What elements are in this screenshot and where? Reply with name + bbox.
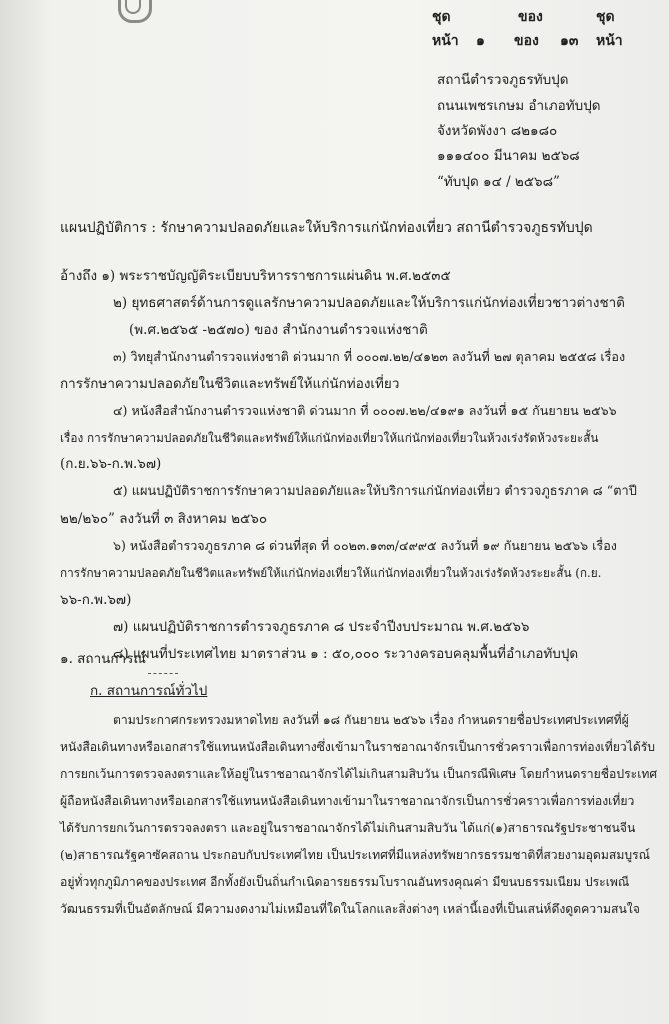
reference-6b: การรักษาความปลอดภัยในชีวิตและทรัพย์ให้แก่นักท่องเที่ยวให้แก่นักท่องเที่ยวในห้วงเร่งรัดห้วงระยะสั้น (ก.ย.: [60, 566, 602, 580]
reference-4b: เรื่อง การรักษาความปลอดภัยในชีวิตและทรัพย์ให้แก่นักท่องเที่ยวให้แก่นักท่องเที่ยวในห้วงเร่งรัดห้วงระยะสั้น: [60, 431, 599, 445]
address-line-3: จังหวัดพังงา ๘๒๑๘๐: [437, 123, 558, 139]
divider: [148, 673, 178, 675]
address-line-2: ถนนเพชรเกษม อำเภอทับปุด: [437, 98, 601, 114]
reference-3a: ๓) วิทยุสำนักงานตำรวจแห่งชาติ ด่วนมาก ที่ ๐๐๐๗.๒๒/๔๑๒๓ ลงวันที่ ๒๗ ตุลาคม ๒๕๕๘ เรื่อง: [113, 349, 626, 364]
reference-2b: (พ.ศ.๒๕๖๕ -๒๕๗๐) ของ สำนักงานตำรวจแห่งชาติ: [129, 322, 428, 338]
reference-4a: ๔) หนังสือสำนักงานตำรวจแห่งชาติ ด่วนมาก ที่ ๐๐๐๗.๒๒/๔๑๙๑ ลงวันที่ ๑๕ กันยายน ๒๕๖๖: [113, 403, 617, 418]
header-chut-2: ชุด: [596, 9, 615, 25]
header-na-2: หน้า: [596, 33, 623, 49]
reference-3b: การรักษาความปลอดภัยในชีวิตและทรัพย์ให้แก่นักท่องเที่ยว: [60, 376, 400, 392]
header-total: ๑๓: [560, 33, 579, 49]
header-page-no: ๑: [476, 33, 485, 49]
body-line-8: วัฒนธรรมที่เป็นอัตลักษณ์ มีความงดงามไม่เหมือนที่ใดในโลกและสิ่งต่างๆ เหล่านี้เองที่เป็นเสน่ห์ดึงดูดความสนใจ: [60, 902, 640, 916]
body-line-6: (๒)สาธารณรัฐคาซัคสถาน ประกอบกับประเทศไทย เป็นประเทศที่มีแหล่งทรัพยากรธรรมชาติที่สวยงามอุดมสมบูรณ์: [60, 848, 650, 862]
header-chut: ชุด: [432, 9, 451, 25]
section-1a-heading: ก. สถานการณ์ทั่วไป: [90, 683, 208, 699]
address-line-5: “ทับปุด ๑๔ / ๒๕๖๘”: [437, 174, 560, 190]
header-na: หน้า: [432, 33, 459, 49]
body-line-2: หนังสือเดินทางหรือเอกสารใช้แทนหนังสือเดินทางซึ่งเข้ามาในราชอาณาจักรเป็นการชั่วคราวเพื่อการท่องเที่ยวได้รับ: [60, 740, 656, 754]
address-line-1: สถานีตำรวจภูธรทับปุด: [437, 72, 569, 88]
reference-4c: (ก.ย.๖๖-ก.พ.๖๗): [60, 456, 162, 472]
reference-6a: ๖) หนังสือตำรวจภูธรภาค ๘ ด่วนที่สุด ที่ ๐๐๒๓.๑๓๓/๔๙๙๕ ลงวันที่ ๑๙ กันยายน ๒๕๖๖ เรื่อง: [113, 538, 617, 553]
body-line-7: อยู่ทั่วทุกภูมิภาคของประเทศ อีกทั้งยังเป็นถิ่นกำเนิดอารยธรรมโบราณอันทรงคุณค่า มีขนบธรรมเนียม ประเพณี: [60, 875, 630, 889]
section-1-heading: ๑. สถานการณ์: [60, 651, 146, 667]
body-line-4: ผู้ถือหนังสือเดินทางหรือเอกสารใช้แทนหนังสือเดินทางเข้ามาในราชอาณาจักรเป็นการชั่วคราวเพื่อการท่องเที่ยว: [60, 794, 635, 808]
reference-7: ๗) แผนปฏิบัติราชการตำรวจภูธรภาค ๘ ประจำปีงบประมาณ พ.ศ.๒๕๖๖: [113, 619, 530, 635]
reference-2a: ๒) ยุทธศาสตร์ด้านการดูแลรักษาความปลอดภัยและให้บริการแก่นักท่องเที่ยวชาวต่างชาติ: [113, 295, 625, 311]
body-line-1: ตามประกาศกระทรวงมหาดไทย ลงวันที่ ๑๘ กันยายน ๒๕๖๖ เรื่อง กำหนดรายชื่อประเทศประเทศที่ผู้: [113, 713, 629, 727]
reference-1: อ้างถึง ๑) พระราชบัญญัติระเบียบบริหารราชการแผ่นดิน พ.ศ.๒๕๓๕: [60, 268, 451, 284]
reference-6c: ๖๖-ก.พ.๖๗): [60, 592, 132, 608]
reference-5b: ๒๒/๒๖๐” ลงวันที่ ๓ สิงหาคม ๒๕๖๐: [60, 511, 268, 527]
header-khong-2: ของ: [514, 33, 539, 49]
header-khong: ของ: [518, 9, 543, 25]
body-line-3: การยกเว้นการตรวจลงตราและให้อยู่ในราชอาณาจักรได้ไม่เกินสามสิบวัน เป็นกรณีพิเศษ โดยกำหนดรายชื่อประเทศ: [60, 767, 658, 781]
body-line-5: ได้รับการยกเว้นการตรวจลงตรา และอยู่ในราชอาณาจักรได้ไม่เกินสามสิบวัน ได้แก่(๑)สาธารณรัฐประชาชนจีน: [60, 821, 636, 835]
address-line-4: ๑๑๑๔๐๐ มีนาคม ๒๕๖๘: [437, 148, 580, 164]
plan-title: แผนปฏิบัติการ : รักษาความปลอดภัยและให้บริการแก่นักท่องเที่ยว สถานีตำรวจภูธรทับปุด: [60, 220, 593, 236]
reference-8: ๘) แผนที่ประเทศไทย มาตราส่วน ๑ : ๕๐,๐๐๐ ระวางครอบคลุมพื้นที่อำเภอทับปุด: [113, 646, 579, 662]
reference-5a: ๕) แผนปฏิบัติราชการรักษาความปลอดภัยและให้บริการแก่นักท่องเที่ยว ตำรวจภูธรภาค ๘ “ตาปี: [113, 484, 637, 499]
